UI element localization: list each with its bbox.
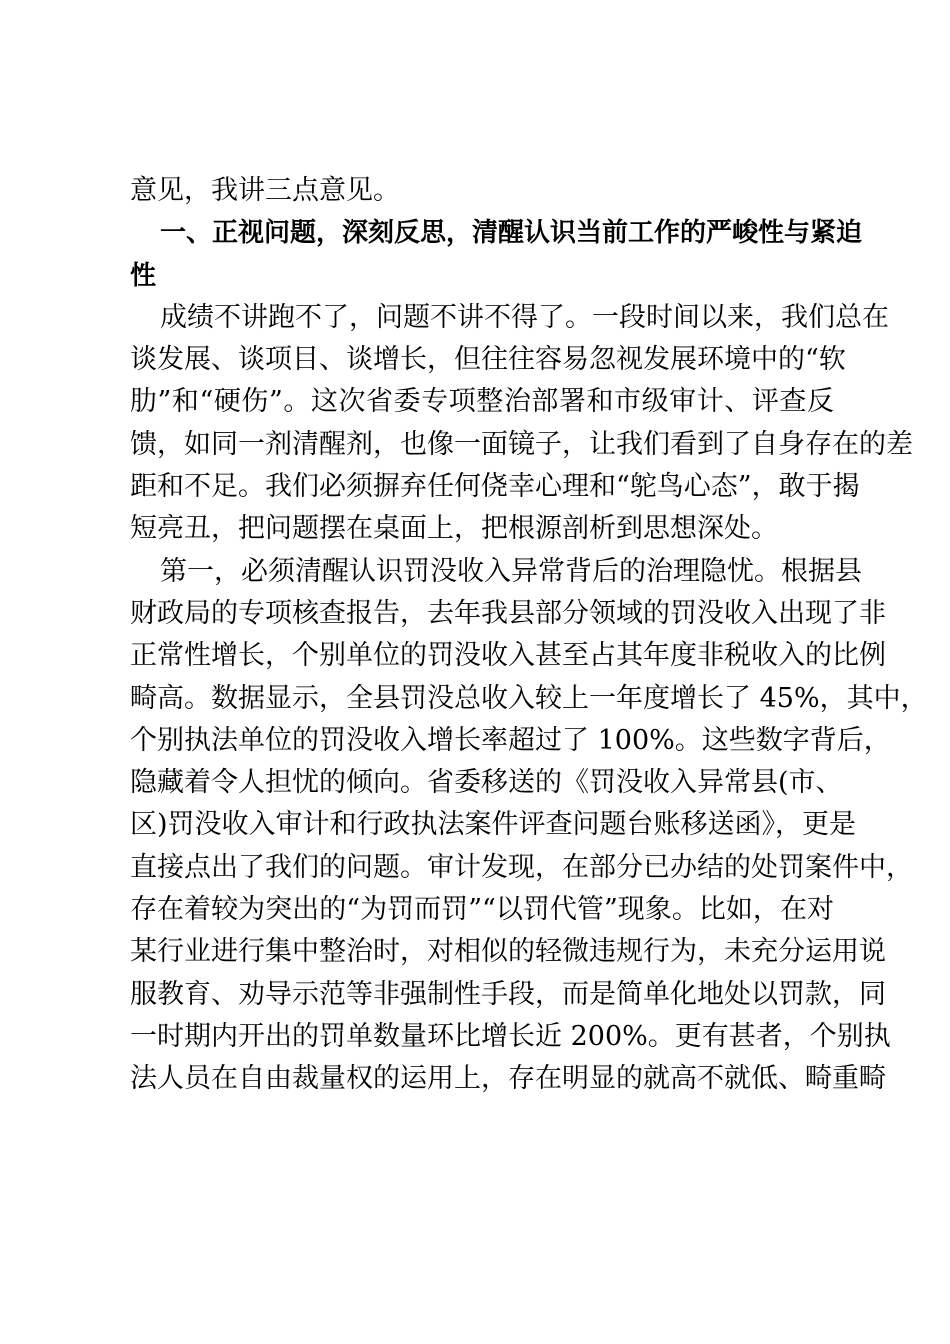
paragraph-intro-continuation xyxy=(130,170,834,212)
text-line: 意见，我讲三点意见。 xyxy=(130,175,400,206)
text-line: 财政局的专项核查报告，去年我县部分领域的罚没收入出现了非 xyxy=(130,597,886,629)
text-line: 肋”和“硬伤”。这次省委专项整治部署和市级审计、评查反 xyxy=(130,386,834,418)
text-line: 服教育、劝导示范等非强制性手段，而是简单化地处以罚款，同 xyxy=(130,978,886,1010)
text-line: 短亮丑，把问题摆在桌面上，把根源剖析到思想深处。 xyxy=(130,513,778,545)
text-line: 第一，必须清醒认识罚没收入异常背后的治理隐忧。根据县 xyxy=(160,555,862,587)
heading-line: 一、正视问题，深刻反思，清醒认识当前工作的严峻性与紧迫 xyxy=(160,218,863,249)
text-line: 个别执法单位的罚没收入增长率超过了 100%。这些数字背后， xyxy=(130,724,891,756)
paragraph-problem-reflection xyxy=(130,297,913,551)
document-body xyxy=(130,170,928,1101)
paragraph-first-point xyxy=(130,551,928,1101)
text-line: 存在着较为突出的“为罚而罚”“以罚代管”现象。比如，在对 xyxy=(130,894,834,926)
text-line: 馈，如同一剂清醒剂，也像一面镜子，让我们看到了自身存在的差 xyxy=(130,428,913,460)
text-line: 某行业进行集中整治时，对相似的轻微违规行为，未充分运用说 xyxy=(130,936,886,968)
text-line: 区)罚没收入审计和行政执法案件评查问题台账移送函》，更是 xyxy=(130,809,857,841)
text-line: 法人员在自由裁量权的运用上，存在明显的就高不就低、畸重畸 xyxy=(130,1063,886,1095)
section-heading xyxy=(130,212,863,297)
text-line: 正常性增长，个别单位的罚没收入甚至占其年度非税收入的比例 xyxy=(130,640,886,672)
text-line: 隐藏着令人担忧的倾向。省委移送的《罚没收入异常县(市、 xyxy=(130,767,843,799)
text-line: 成绩不讲跑不了，问题不讲不得了。一段时间以来，我们总在 xyxy=(160,301,889,333)
text-line: 距和不足。我们必须摒弃任何侥幸心理和“鸵鸟心态”，敢于揭 xyxy=(130,471,860,503)
text-line: 直接点出了我们的问题。审计发现，在部分已办结的处罚案件中， xyxy=(130,851,913,883)
heading-line: 性 xyxy=(130,260,157,291)
text-line: 一时期内开出的罚单数量环比增长近 200%。更有甚者，个别执 xyxy=(130,1020,891,1052)
text-line: 谈发展、谈项目、谈增长，但往往容易忽视发展环境中的“软 xyxy=(130,344,846,376)
text-line: 畸高。数据显示，全县罚没总收入较上一年度增长了 45%，其中， xyxy=(130,682,928,714)
